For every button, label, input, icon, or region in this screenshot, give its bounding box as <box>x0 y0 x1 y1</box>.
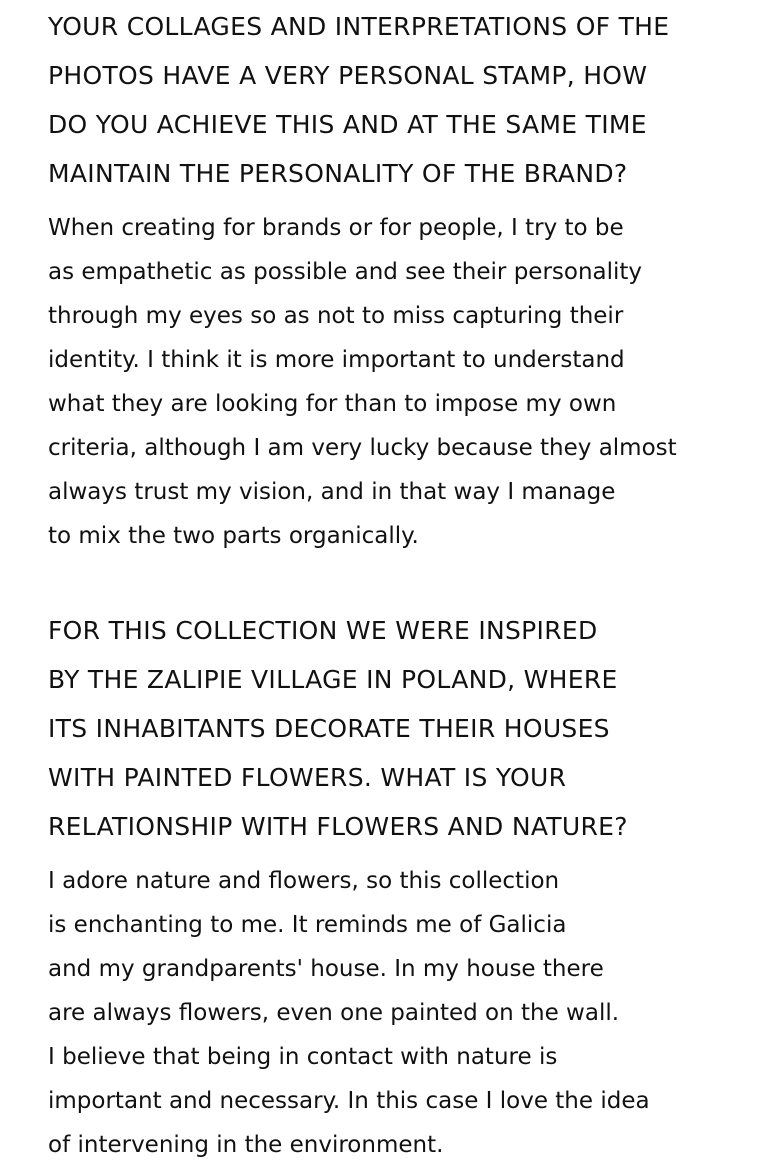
answer-line: what they are looking for than to impose my own <box>48 391 617 417</box>
question-line: MAINTAIN THE PERSONALITY OF THE BRAND? <box>48 159 628 188</box>
answer-line: to mix the two parts organically. <box>48 523 419 549</box>
answer-line: I adore nature and flowers, so this collection <box>48 868 560 894</box>
answer-line: identity. I think it is more important to understand <box>48 347 625 373</box>
question-line: FOR THIS COLLECTION WE WERE INSPIRED <box>48 616 598 645</box>
answer-line: criteria, although I am very lucky because they almost <box>48 435 677 461</box>
answer-line: and my grandparents' house. In my house there <box>48 956 604 982</box>
question-heading <box>48 606 748 851</box>
question-line: BY THE ZALIPIE VILLAGE IN POLAND, WHERE <box>48 665 618 694</box>
question-line: YOUR COLLAGES AND INTERPRETATIONS OF THE <box>48 12 670 41</box>
question-line: PHOTOS HAVE A VERY PERSONAL STAMP, HOW <box>48 61 648 90</box>
answer-line: of intervening in the environment. <box>48 1132 444 1158</box>
answer-line: always trust my vision, and in that way I manage <box>48 479 616 505</box>
interview-block-2 <box>48 606 748 1167</box>
question-line: RELATIONSHIP WITH FLOWERS AND NATURE? <box>48 812 628 841</box>
answer-line: are always flowers, even one painted on the wall. <box>48 1000 620 1026</box>
question-line: DO YOU ACHIEVE THIS AND AT THE SAME TIME <box>48 110 647 139</box>
answer-paragraph <box>48 206 748 558</box>
interview-block-1 <box>48 2 748 558</box>
answer-line: important and necessary. In this case I love the idea <box>48 1088 650 1114</box>
answer-line: as empathetic as possible and see their personality <box>48 259 643 285</box>
question-line: ITS INHABITANTS DECORATE THEIR HOUSES <box>48 714 610 743</box>
answer-line: I believe that being in contact with nature is <box>48 1044 558 1070</box>
question-heading <box>48 2 748 198</box>
question-line: WITH PAINTED FLOWERS. WHAT IS YOUR <box>48 763 567 792</box>
answer-line: through my eyes so as not to miss capturing their <box>48 303 624 329</box>
answer-paragraph <box>48 859 748 1167</box>
answer-line: When creating for brands or for people, I try to be <box>48 215 624 241</box>
answer-line: is enchanting to me. It reminds me of Galicia <box>48 912 567 938</box>
